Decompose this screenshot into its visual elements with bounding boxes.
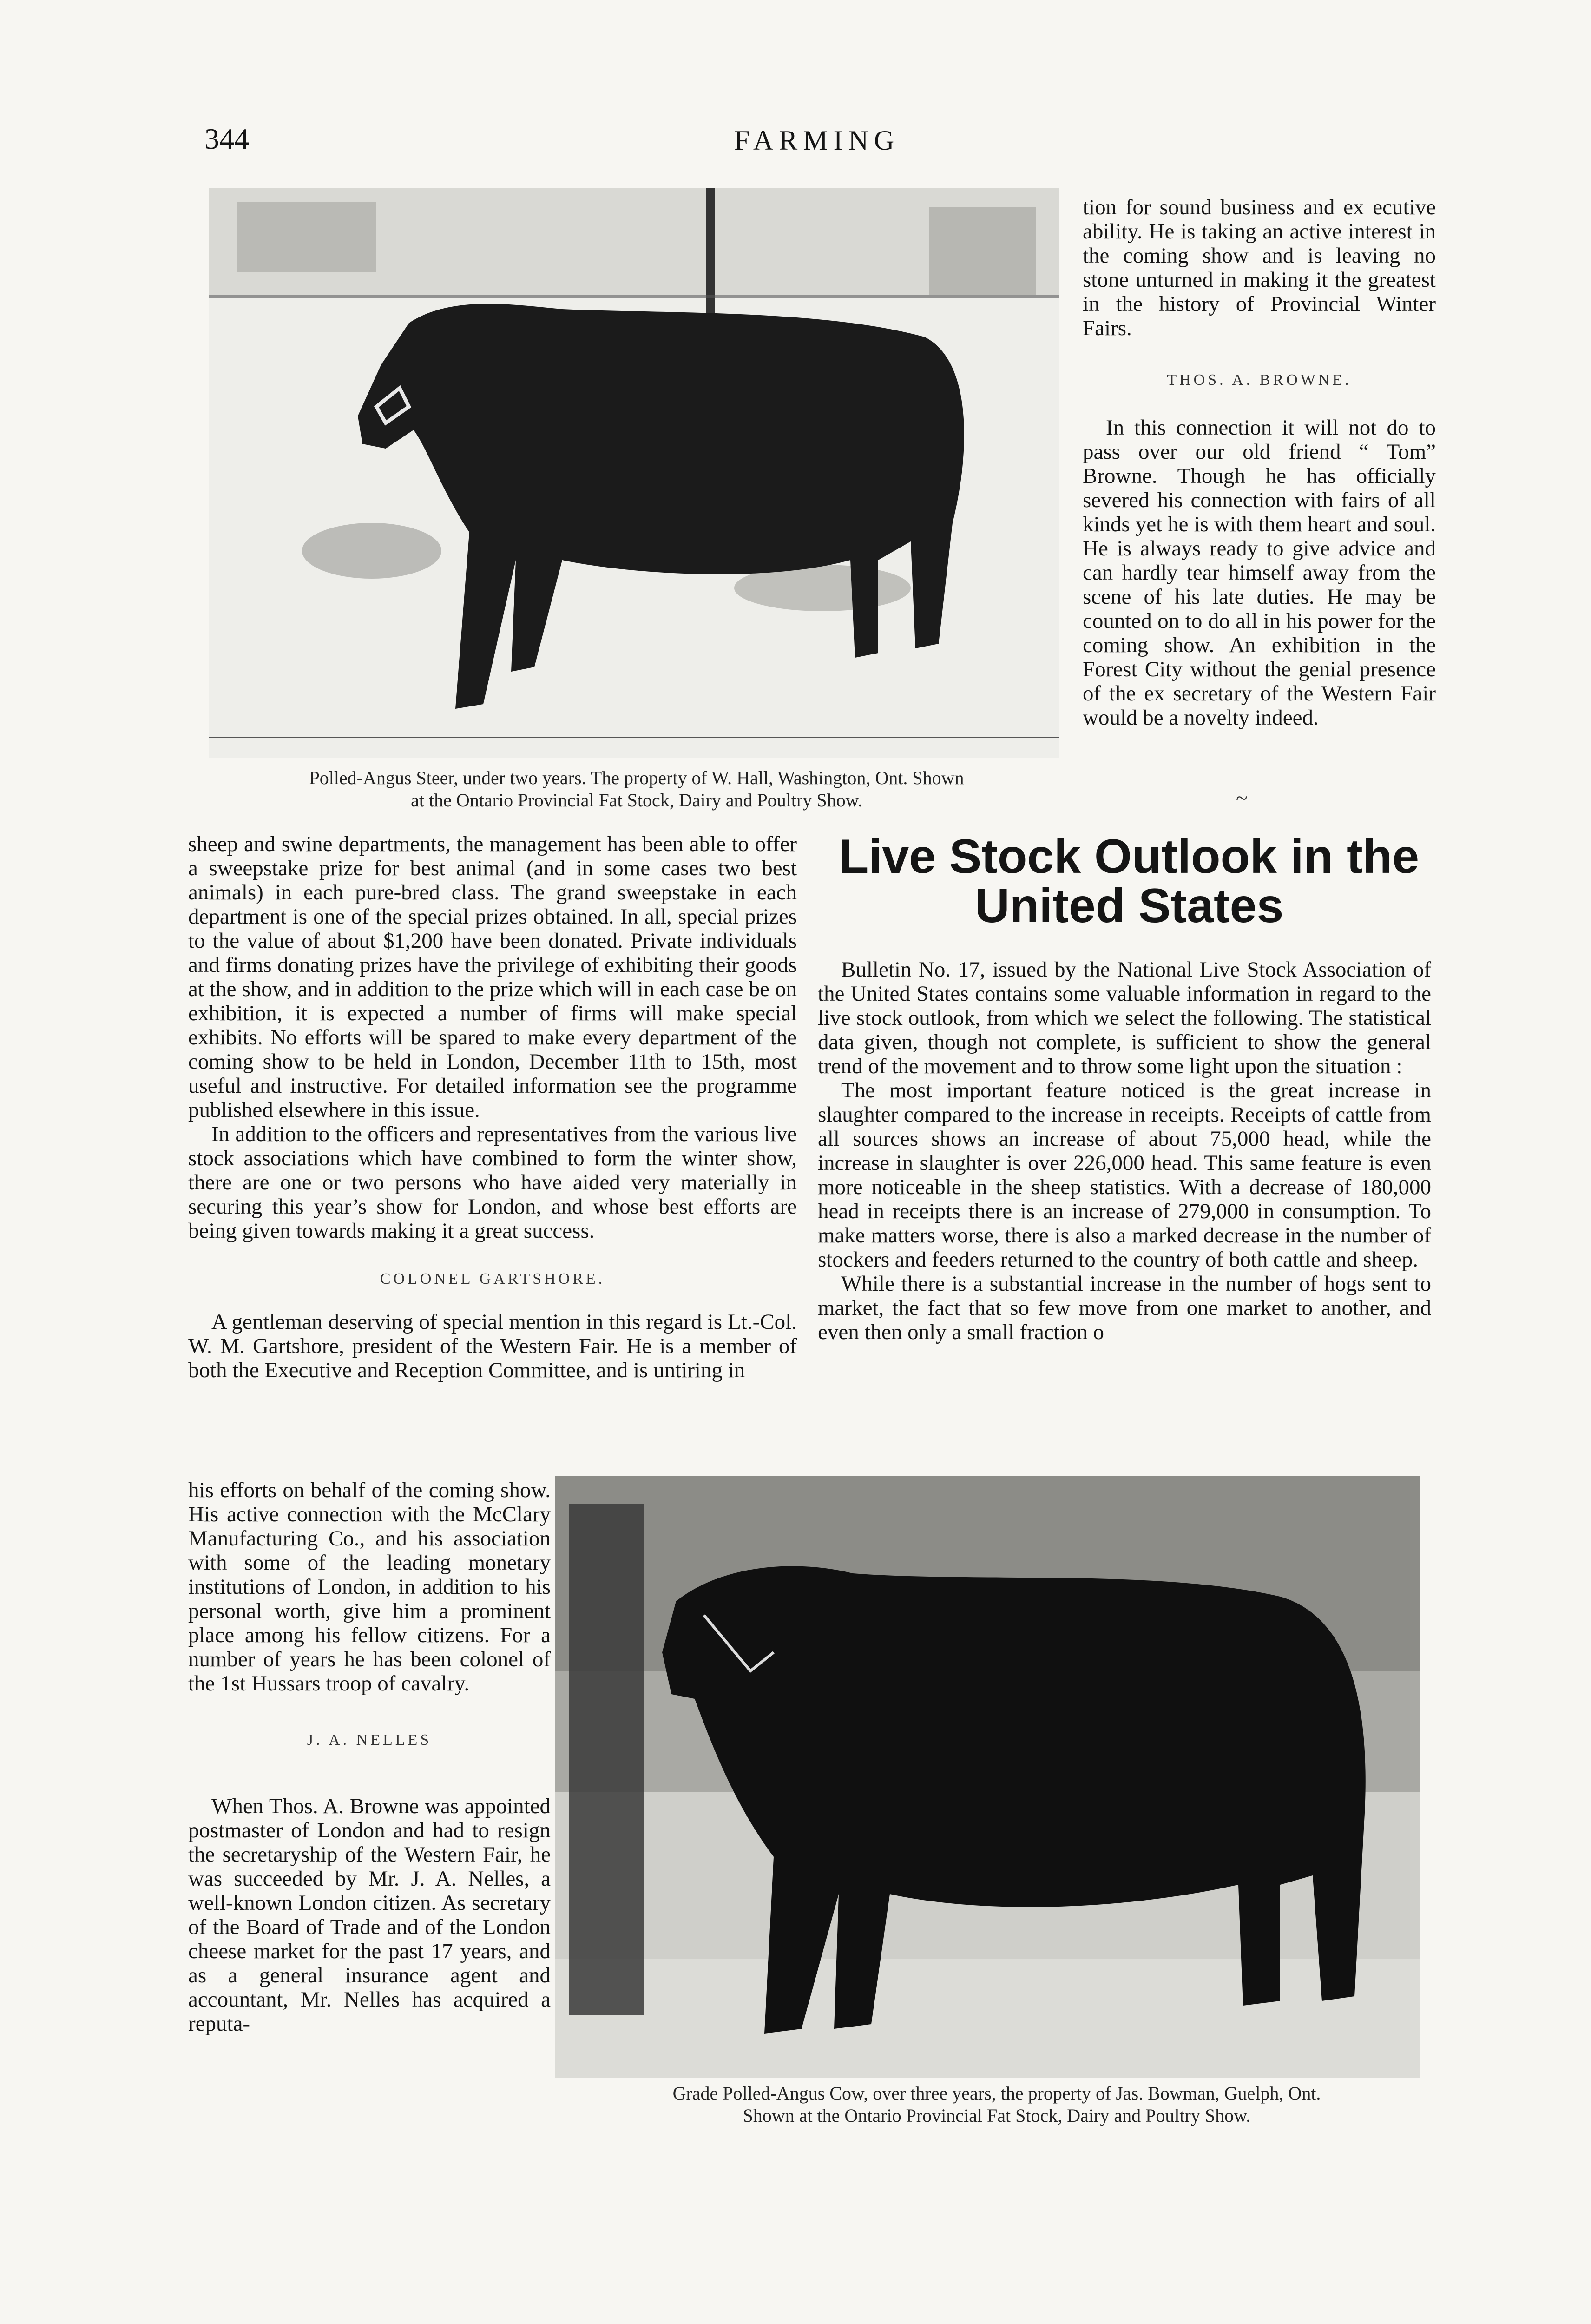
left-narrow-column: [188, 1478, 551, 2036]
left-paragraph-2: In addition to the officers and representatives from the various live stock associations which have combined to form the winter show, there are one or two persons who have aided very materially in securing this year’s show for London, and whose best efforts are being given towards making it a great success.: [188, 1122, 797, 1243]
cow-caption-line1: Grade Polled-Angus Cow, over three years, the property of Jas. Bowman, Guelph, Ont.: [672, 2083, 1321, 2104]
steer-caption-line2: at the Ontario Provincial Fat Stock, Dairy and Poultry Show.: [411, 790, 862, 811]
headline-line-2: United States: [974, 879, 1284, 933]
gartshore-paragraph-wide: A gentleman deserving of special mention in this regard is Lt.-Col. W. M. Gartshore, president of the Western Fair. He is a member of both the Executive and Reception Committee, and is untiring in: [188, 1310, 797, 1382]
cow-caption-line2: Shown at the Ontario Provincial Fat Stock, Dairy and Poultry Show.: [743, 2105, 1251, 2126]
left-paragraph-1: sheep and swine departments, the management has been able to offer a sweepstake prize for best animal (and in some cases two best animals) in each pure-bred class. The grand sweepstake in each department is one of the special prizes obtained. In all, special prizes to the value of about $1,200 have been donated. Private individuals and firms donating prizes have the privilege of exhibiting their goods at the show, and in addition to the prize which will in each case be on exhibition, it is expected a number of firms will make special exhibits. No efforts will be spared to make every department of the coming show to be held in London, December 11th to 15th, most useful and instructive. For detailed information see the programme published elsewhere in this issue.: [188, 832, 797, 1122]
article-paragraph-1: Bulletin No. 17, issued by the National Live Stock Association of the United States contains some valuable information in regard to the live stock outlook, from which we select the following. The statistical data given, though not complete, is sufficient to show the general trend of the movement and to throw some light upon the situation :: [818, 957, 1431, 1078]
cow-caption: [581, 2082, 1413, 2127]
flourish: ~: [1236, 786, 1248, 810]
article-paragraph-3: While there is a substantial increase in the number of hogs sent to market, the fact that so few move from one market to another, and even then only a small fraction o: [818, 1272, 1431, 1344]
left-column: [188, 832, 797, 1382]
nelles-paragraph: When Thos. A. Browne was appointed postmaster of London and had to resign the secretaryship of the Western Fair, he was succeeded by Mr. J. A. Nelles, a well-known London citizen. As secretary of the Board of Trade and of the London cheese market for the past 17 years, and as a general insurance agent and accountant, Mr. Nelles has acquired a reputa-: [188, 1794, 551, 2036]
steer-caption-line1: Polled-Angus Steer, under two years. The property of W. Hall, Washington, Ont. Shown: [309, 767, 964, 788]
steer-caption: [214, 767, 1059, 812]
headline-line-1: Live Stock Outlook in the: [839, 830, 1420, 884]
browne-heading: THOS. A. BROWNE.: [1167, 371, 1352, 389]
article-paragraph-2: The most important feature noticed is the great increase in slaughter compared to the increase in receipts. Receipts of cattle from all sources shows an increase of about 75,000 head, while the increase in slaughter is over 226,000 head. This same feature is even more noticeable in the sheep statistics. With a decrease of 180,000 head in receipts there is an increase of 279,000 in consumption. To make matters worse, there is also a marked decrease in the number of stockers and feeders returned to the country of both cattle and sheep.: [818, 1078, 1431, 1272]
page-number: 344: [204, 122, 249, 155]
article-headline: [818, 832, 1440, 931]
continuation-paragraph: tion for sound business and ex ecutive ability. He is taking an active interest in the coming show and is leaving no stone unturned in making it the greatest in the history of Provincial Winter Fairs.: [1083, 195, 1436, 340]
cow-photo: [555, 1476, 1420, 2078]
right-top-column: [1083, 195, 1436, 730]
running-title: FARMING: [734, 125, 900, 156]
steer-photo: [209, 188, 1059, 758]
nelles-heading: J. A. NELLES: [307, 1731, 432, 1749]
browne-paragraph: In this connection it will not do to pass over our old friend “ Tom” Browne. Though he has officially severed his connection with fairs of all kinds yet he is with them heart and soul. He is always ready to give advice and can hardly tear himself away from the scene of his late duties. He may be counted on to do all in his power for the coming show. An exhibition in the Forest City without the genial presence of the ex secretary of the Western Fair would be a novelty indeed.: [1083, 416, 1436, 730]
gartshore-paragraph-narrow: his efforts on behalf of the coming show. His active connection with the McClary Manufacturing Co., and his association with some of the leading monetary institutions of London, in addition to his personal worth, give him a prominent place among his fellow citizens. For a number of years he has been colonel of the 1st Hussars troop of cavalry.: [188, 1478, 551, 1696]
gartshore-heading: COLONEL GARTSHORE.: [380, 1270, 605, 1287]
article-body: [818, 957, 1431, 1344]
